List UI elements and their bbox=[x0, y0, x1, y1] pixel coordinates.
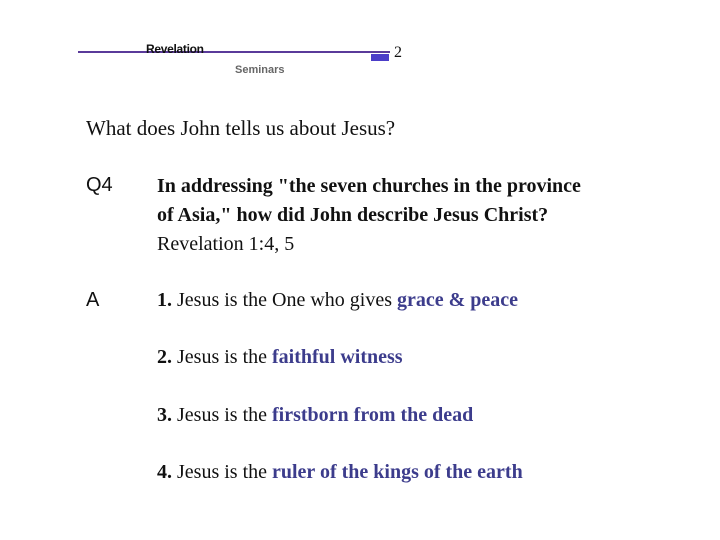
question-tag: Q4 bbox=[86, 174, 113, 196]
answer-tag: A bbox=[86, 289, 100, 311]
header-line bbox=[78, 51, 390, 53]
slide-heading: What does John tells us about Jesus? bbox=[86, 116, 396, 140]
question-line: In addressing "the seven churches in the province bbox=[157, 175, 581, 197]
question-text bbox=[157, 172, 697, 259]
answer-text: Jesus is the bbox=[172, 346, 272, 368]
brand-logo-text: Revelation bbox=[146, 42, 204, 56]
header-accent-block bbox=[371, 54, 389, 61]
answer-text: Jesus is the One who gives bbox=[172, 289, 397, 311]
question-line: of Asia," how did John describe Jesus Christ? bbox=[157, 204, 549, 226]
answer-number: 1. bbox=[157, 289, 172, 311]
answer-highlight: firstborn from the dead bbox=[272, 404, 474, 426]
answer-text: Jesus is the bbox=[172, 461, 272, 483]
answer-number: 2. bbox=[157, 346, 172, 368]
answer-highlight: grace & peace bbox=[396, 289, 519, 311]
answer-item bbox=[157, 404, 473, 427]
page-number: 2 bbox=[394, 44, 402, 61]
answer-item bbox=[157, 346, 403, 369]
answer-item bbox=[157, 289, 518, 312]
answer-text: Jesus is the bbox=[172, 404, 272, 426]
answer-item bbox=[157, 461, 523, 484]
answer-highlight: ruler of the kings of the earth bbox=[272, 461, 523, 483]
answer-number: 3. bbox=[157, 404, 172, 426]
question-reference: Revelation 1:4, 5 bbox=[157, 233, 295, 255]
brand-subtitle: Seminars bbox=[235, 64, 285, 76]
answer-number: 4. bbox=[157, 461, 172, 483]
answer-highlight: faithful witness bbox=[272, 346, 403, 368]
